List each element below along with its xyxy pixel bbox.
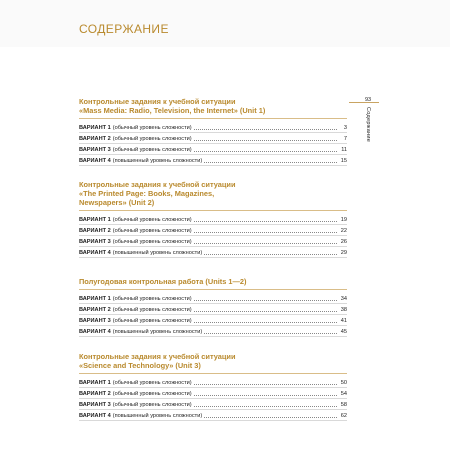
- section-title: [79, 352, 347, 370]
- entry-level: (повышенный уровень сложности): [112, 329, 203, 335]
- dot-leader: [194, 232, 337, 233]
- entry-level: (повышенный уровень сложности): [112, 413, 203, 419]
- entry-page: 34: [340, 296, 347, 302]
- entry-level: (обычный уровень сложности): [112, 402, 192, 408]
- entry-variant: ВАРИАНТ 2: [79, 136, 111, 142]
- entry-variant: ВАРИАНТ 2: [79, 391, 111, 397]
- entry-variant: ВАРИАНТ 1: [79, 296, 111, 302]
- entry-variant: ВАРИАНТ 3: [79, 318, 111, 324]
- section-title-line: Контрольные задания к учебной ситуации: [79, 97, 236, 106]
- section-rule: [79, 373, 347, 374]
- toc-entry[interactable]: [79, 315, 347, 326]
- toc-entry[interactable]: [79, 304, 347, 315]
- entry-variant: ВАРИАНТ 4: [79, 329, 111, 335]
- dot-leader: [194, 395, 337, 396]
- entry-page: 45: [340, 329, 347, 335]
- entry-variant: ВАРИАНТ 3: [79, 239, 111, 245]
- entry-variant: ВАРИАНТ 4: [79, 413, 111, 419]
- section-title: [79, 277, 347, 286]
- entry-level: (обычный уровень сложности): [112, 318, 192, 324]
- entry-level: (обычный уровень сложности): [112, 136, 192, 142]
- section-rule: [79, 210, 347, 211]
- section-title-line: Контрольные задания к учебной ситуации: [79, 180, 236, 189]
- entry-page: 38: [340, 307, 347, 313]
- dot-leader: [194, 300, 337, 301]
- entry-variant: ВАРИАНТ 4: [79, 250, 111, 256]
- entry-level: (обычный уровень сложности): [112, 217, 192, 223]
- entry-variant: ВАРИАНТ 1: [79, 125, 111, 131]
- toc-entry[interactable]: [79, 122, 347, 133]
- dot-leader: [204, 162, 337, 163]
- section-title-line: Контрольные задания к учебной ситуации: [79, 352, 236, 361]
- entry-variant: ВАРИАНТ 3: [79, 402, 111, 408]
- toc-section-unit-2: [79, 180, 347, 258]
- section-title-line: «Science and Technology» (Unit 3): [79, 361, 201, 370]
- entry-page: 22: [340, 228, 347, 234]
- section-rule: [79, 289, 347, 290]
- side-page-number: 93: [364, 97, 372, 103]
- dot-leader: [204, 333, 337, 334]
- entry-page: 19: [340, 217, 347, 223]
- entry-level: (обычный уровень сложности): [112, 380, 192, 386]
- toc-entry[interactable]: [79, 133, 347, 144]
- toc-section-midterm: [79, 277, 347, 337]
- section-title-line: «Mass Media: Radio, Television, the Internet» (Unit 1): [79, 106, 266, 115]
- entry-level: (обычный уровень сложности): [112, 307, 192, 313]
- dot-leader: [204, 417, 337, 418]
- dot-leader: [194, 384, 337, 385]
- toc-entry[interactable]: [79, 155, 347, 166]
- section-title-line: Полугодовая контрольная работа (Units 1—2): [79, 277, 247, 286]
- entry-page: 15: [340, 158, 347, 164]
- entry-level: (повышенный уровень сложности): [112, 250, 203, 256]
- entry-variant: ВАРИАНТ 2: [79, 307, 111, 313]
- entry-page: 29: [340, 250, 347, 256]
- entry-page: 41: [340, 318, 347, 324]
- entry-level: (повышенный уровень сложности): [112, 158, 203, 164]
- entry-page: 7: [343, 136, 347, 142]
- entry-level: (обычный уровень сложности): [112, 296, 192, 302]
- entry-page: 3: [343, 125, 347, 131]
- entry-variant: ВАРИАНТ 2: [79, 228, 111, 234]
- entry-level: (обычный уровень сложности): [112, 239, 192, 245]
- entry-page: 62: [340, 413, 347, 419]
- dot-leader: [194, 311, 337, 312]
- entry-level: (обычный уровень сложности): [112, 228, 192, 234]
- section-rule: [79, 118, 347, 119]
- section-title: [79, 180, 347, 207]
- dot-leader: [194, 221, 337, 222]
- dot-leader: [194, 243, 337, 244]
- dot-leader: [194, 129, 337, 130]
- dot-leader: [194, 140, 337, 141]
- section-title-line: «The Printed Page: Books, Magazines,: [79, 189, 215, 198]
- entry-level: (обычный уровень сложности): [112, 147, 192, 153]
- toc-entry[interactable]: [79, 144, 347, 155]
- toc-entry[interactable]: [79, 326, 347, 337]
- dot-leader: [204, 254, 337, 255]
- dot-leader: [194, 151, 337, 152]
- toc-entry[interactable]: [79, 388, 347, 399]
- entry-variant: ВАРИАНТ 1: [79, 380, 111, 386]
- toc-entry[interactable]: [79, 410, 347, 421]
- side-label: [357, 97, 379, 142]
- entry-level: (обычный уровень сложности): [112, 391, 192, 397]
- entry-page: 26: [340, 239, 347, 245]
- entry-level: (обычный уровень сложности): [112, 125, 192, 131]
- toc-entry[interactable]: [79, 236, 347, 247]
- section-title-line: Newspapers» (Unit 2): [79, 198, 155, 207]
- section-title: [79, 97, 347, 115]
- entry-page: 54: [340, 391, 347, 397]
- entry-variant: ВАРИАНТ 1: [79, 217, 111, 223]
- entry-variant: ВАРИАНТ 3: [79, 147, 111, 153]
- header-bar: [0, 0, 450, 47]
- toc-entry[interactable]: [79, 293, 347, 304]
- page-title: СОДЕРЖАНИЕ: [79, 22, 169, 36]
- toc-section-unit-1: [79, 97, 347, 166]
- entry-page: 11: [341, 147, 347, 153]
- toc-entry[interactable]: [79, 214, 347, 225]
- toc-entry[interactable]: [79, 399, 347, 410]
- dot-leader: [194, 322, 337, 323]
- toc-entry[interactable]: [79, 377, 347, 388]
- toc-section-unit-3: [79, 352, 347, 421]
- side-section-label: Содержание: [365, 107, 371, 143]
- dot-leader: [194, 406, 337, 407]
- entry-page: 50: [340, 380, 347, 386]
- toc-entry[interactable]: [79, 247, 347, 258]
- entry-page: 58: [340, 402, 347, 408]
- entry-variant: ВАРИАНТ 4: [79, 158, 111, 164]
- toc-entry[interactable]: [79, 225, 347, 236]
